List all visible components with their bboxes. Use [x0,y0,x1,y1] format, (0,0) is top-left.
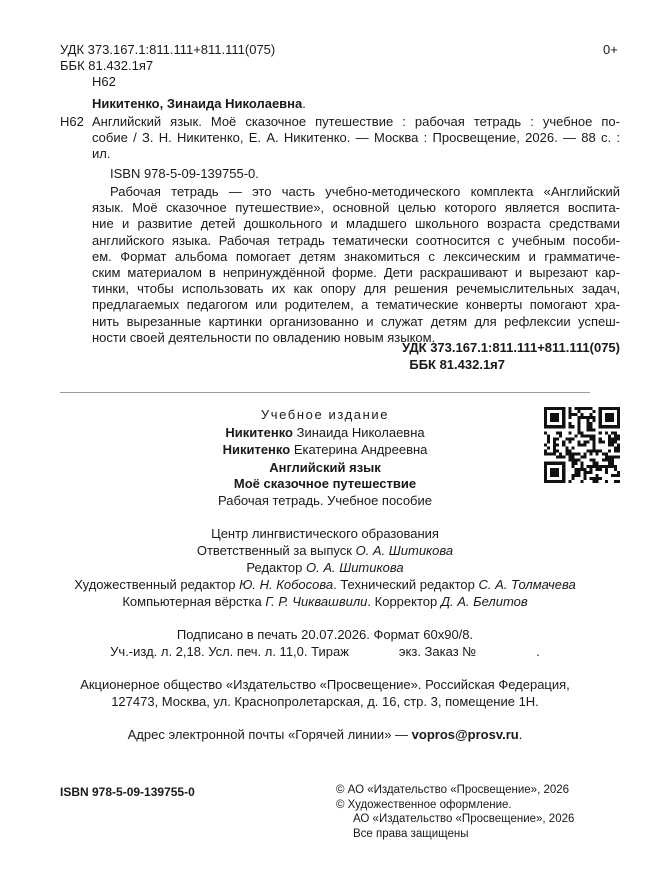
publisher-line-2: 127473, Москва, ул. Краснопролетарская, д. 16, стр. 3, помещение 1Н. [111,694,539,709]
abstract-line: ским материалом в непринуждённой форме. Дети раскрашивают и вырезают кар- [92,265,620,281]
bib-author [92,96,306,112]
abstract-line: Рабочая тетрадь — это часть учебно-методического комплекта «Английский [110,184,620,199]
abstract-line: английского языка. Рабочая тетрадь тематически соотносится с учебным пособи- [92,232,620,248]
bib-description [92,114,620,163]
corrector-label: . Корректор [367,594,438,609]
abstract-line: предлагаемых педагогом или родителем, а тематические конверты помогают хра- [92,297,620,313]
bib-isbn: ISBN 978-5-09-139755-0. [110,166,259,181]
abstract-line: нить вырезанные картинки организованно и служат детям для рефлексии успеш- [92,313,620,329]
print-order-end: . [536,644,540,659]
tech-editor-label: . Технический редактор [333,577,475,592]
art-editor-name: Ю. Н. Кобосова [239,577,334,592]
author-code-header: Н62 [92,74,116,89]
responsible-line [60,543,590,559]
art-editor-label: Художественный редактор [74,577,236,592]
editor-name: О. А. Шитикова [306,560,404,575]
abstract-line: язык. Моё сказочное путешествие», основной целью которого является воспита- [92,200,620,216]
art-editor-line [40,577,610,593]
bib-author-name: Никитенко, Зинаида Николаевна [92,96,303,111]
copyright-block [336,783,574,841]
book-title-1: Английский язык [269,460,381,475]
bbk-bold: ББК 81.432.1я7 [409,357,505,372]
author-1 [60,425,590,441]
bib-line: Английский язык. Моё сказочное путешествие : рабочая тетрадь : учебное по- [92,114,620,129]
abstract-line: ние и развитие детей дошкольного и младшего школьного возраста средствами [92,216,620,232]
tech-editor-name: С. А. Толмачева [478,577,576,592]
qr-code-icon [544,407,620,483]
email-line [60,727,590,743]
author-1-name: Зинаида Николаевна [296,425,425,440]
bib-code: Н62 [60,114,84,129]
author-2-name: Екатерина Андреевна [293,442,428,457]
copyright-line: Все права защищены [353,827,469,840]
book-title-2: Моё сказочное путешествие [233,476,417,491]
bib-line: собие / З. Н. Никитенко, Е. А. Никитенко. — Москва : Просвещение, 2026. — 88 с. : [92,130,620,146]
book-subtitle: Рабочая тетрадь. Учебное пособие [217,493,432,508]
layout-name: Г. Р. Чиквашвили [265,594,368,609]
copyright-line: © АО «Издательство «Просвещение», 2026 [336,784,570,796]
author-2-surname: Никитенко [222,442,291,457]
print-volume: Уч.-изд. л. 2,18. Усл. печ. л. 11,0. Тираж [110,644,349,659]
copyright-line: АО «Издательство «Просвещение», 2026 [353,813,575,825]
copyright-line: © Художественное оформление. [336,798,512,811]
editor-line [60,560,590,576]
edition-type: Учебное издание [260,407,390,422]
print-signed: Подписано в печать 20.07.2026. Формат 60х90/8. [176,627,474,642]
udk-bold: УДК 373.167.1:811.111+811.111(075) [401,340,620,355]
center-name: Центр лингвистического образования [211,526,439,541]
layout-line [60,594,590,610]
email-label: Адрес электронной почты «Горячей линии» — [127,727,409,742]
print-order: экз. Заказ № [398,644,477,659]
responsible-name: О. А. Шитикова [355,543,454,558]
publisher-line-1: Акционерное общество «Издательство «Просвещение». Российская Федерация, [80,677,570,692]
bib-line: ил. [92,146,111,162]
email-address[interactable]: vopros@prosv.ru [411,727,519,742]
print-details [60,644,590,660]
abstract-line: тинки, чтобы использовать их как опору для решения речемыслительных задач, [92,281,620,297]
bbk-header: ББК 81.432.1я7 [60,58,154,73]
bib-author-dot: . [302,96,306,111]
separator-rule [60,392,590,393]
email-dot: . [518,727,523,742]
corrector-name: Д. А. Белитов [440,594,528,609]
author-1-surname: Никитенко [225,425,293,440]
responsible-label: Ответственный за выпуск [196,543,352,558]
abstract-line: ем. Формат альбома помогает детям знакомиться с лексическим и грамматиче- [92,248,620,264]
abstract [92,184,620,346]
udk-header: УДК 373.167.1:811.111+811.111(075) [60,42,276,57]
age-mark: 0+ [603,42,618,57]
footer-isbn: ISBN 978-5-09-139755-0 [60,785,195,799]
layout-label: Компьютерная вёрстка [122,594,262,609]
editor-label: Редактор [246,560,303,575]
author-2 [60,442,590,458]
abstract-line: ности своей деятельности по овладению новым языком. [92,329,436,345]
